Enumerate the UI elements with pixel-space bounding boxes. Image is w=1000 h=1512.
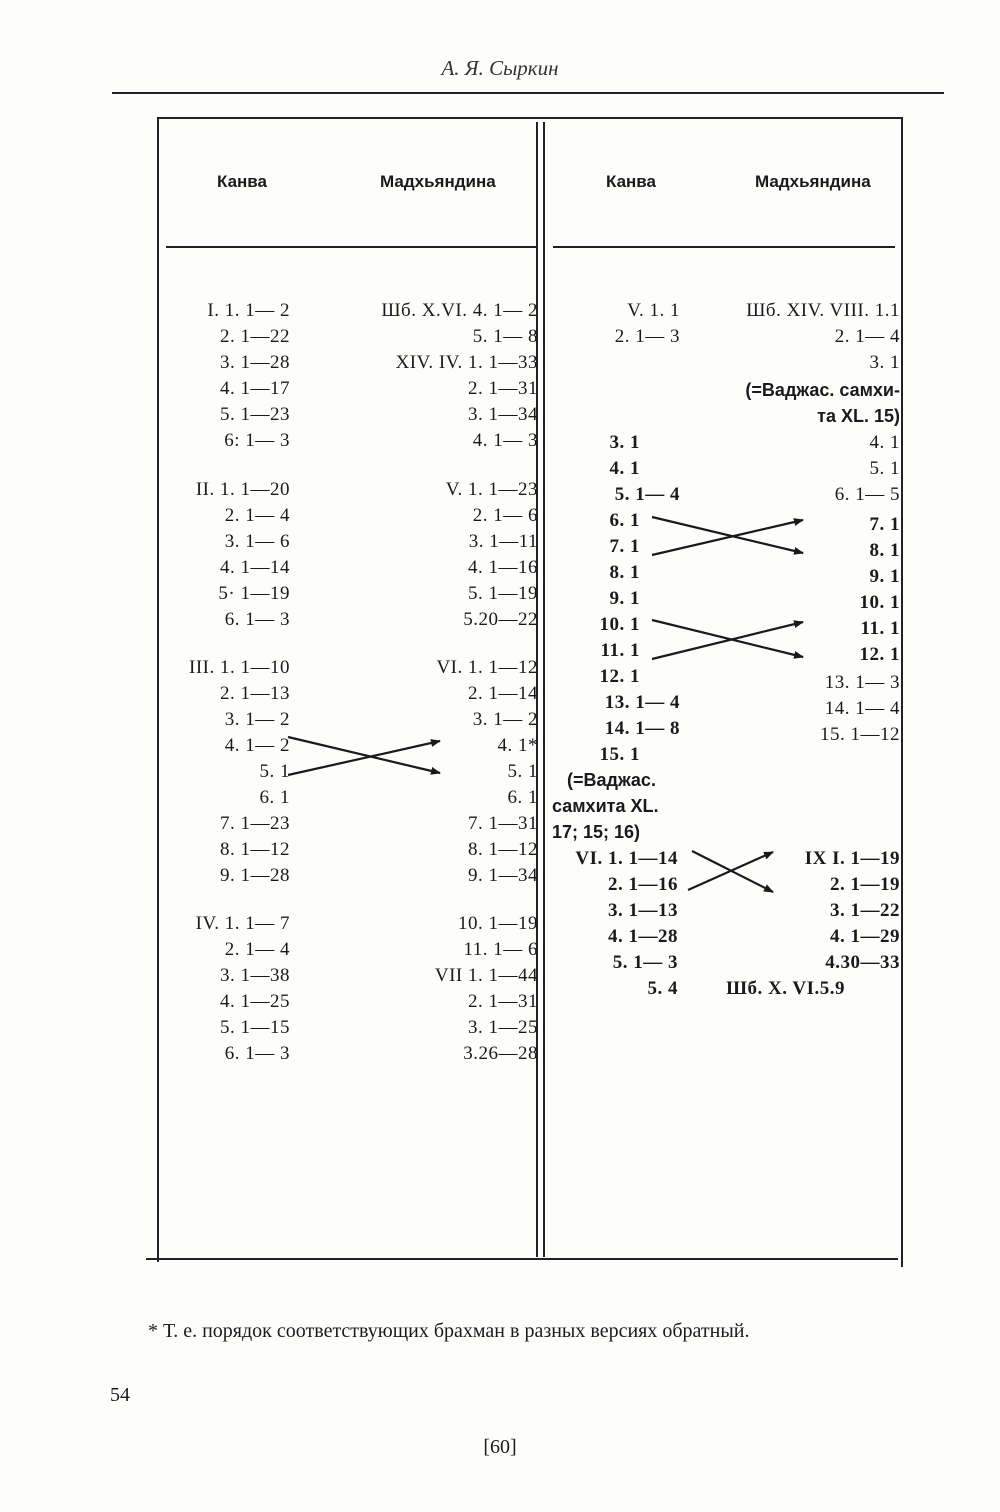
right-madhyandina-entry: Шб. X. VI.5.9	[726, 978, 845, 999]
left-madhyandina-entry: 2. 1—31	[468, 991, 538, 1012]
right-kanva-entry: 9. 1	[609, 588, 640, 609]
left-madhyandina-entry: 10. 1—19	[458, 913, 538, 934]
left-madhyandina-entry: 2. 1—31	[468, 378, 538, 399]
header-right-madhyandina: Мадхьяндина	[755, 172, 871, 191]
right-kanva-entry: VI. 1. 1—14	[575, 848, 678, 869]
left-kanva-entry: 9. 1—28	[220, 865, 290, 886]
left-kanva-entry: 4. 1—17	[220, 378, 290, 399]
right-madhyandina-entry: 3. 1—22	[830, 900, 900, 921]
arrow-right-10-to-12	[652, 620, 803, 657]
right-madhyandina-entry: 13. 1— 3	[824, 672, 900, 693]
header-left-kanva: Канва	[217, 172, 267, 191]
left-kanva-entry: 6. 1	[259, 787, 290, 808]
header-left-madhyandina: Мадхьяндина	[380, 172, 496, 191]
right-madhyandina-entry: 9. 1	[869, 566, 900, 587]
right-madhyandina-entry: 3. 1	[869, 352, 900, 373]
arrow-left-4-to-5	[288, 737, 440, 773]
left-kanva-entry: 5. 1—15	[220, 1017, 290, 1038]
kanva-note: 17; 15; 16)	[552, 822, 641, 842]
right-madhyandina-entry: 10. 1	[859, 592, 900, 613]
right-madhyandina-entry: Шб. XIV. VIII. 1.1	[746, 300, 900, 321]
arrow-right-6-to-8	[652, 517, 803, 553]
left-madhyandina-entry: 3. 1— 2	[472, 709, 538, 730]
right-madhyandina-entry: 6. 1— 5	[834, 484, 900, 505]
right-kanva-entry: 3. 1	[609, 432, 640, 453]
header-right-kanva: Канва	[606, 172, 656, 191]
right-kanva-entry: 10. 1	[599, 614, 640, 635]
left-madhyandina-entry: 5.20—22	[463, 609, 538, 630]
right-kanva-entry: 5. 4	[647, 978, 678, 999]
left-kanva-entry: 4. 1— 2	[224, 735, 290, 756]
left-kanva-entry: 2. 1— 4	[224, 505, 290, 526]
left-kanva-entry: 8. 1—12	[220, 839, 290, 860]
right-madhyandina-entry: 4. 1—29	[830, 926, 900, 947]
left-madhyandina-entry: 2. 1— 6	[472, 505, 538, 526]
madhyandina-note: та XL. 15)	[817, 406, 900, 426]
left-kanva-entry: 3. 1—28	[220, 352, 290, 373]
left-kanva-entry: 2. 1— 4	[224, 939, 290, 960]
right-kanva-entry: 14. 1— 8	[604, 718, 680, 739]
left-madhyandina-entry: 3. 1—34	[468, 404, 538, 425]
arrow-left-5-to-4	[288, 741, 440, 775]
right-madhyandina-entry: 12. 1	[859, 644, 900, 665]
left-kanva-entry: 7. 1—23	[220, 813, 290, 834]
left-madhyandina-entry: V. 1. 1—23	[445, 479, 538, 500]
right-madhyandina-entry: 11. 1	[860, 618, 900, 639]
right-madhyandina-entry: 14. 1— 4	[824, 698, 900, 719]
left-madhyandina-entry: 2. 1—14	[468, 683, 538, 704]
right-madhyandina-entry: 4.30—33	[825, 952, 900, 973]
left-madhyandina-entry: 7. 1—31	[468, 813, 538, 834]
left-madhyandina-entry: 11. 1— 6	[463, 939, 538, 960]
right-kanva-entry: 2. 1— 3	[614, 326, 680, 347]
left-kanva-entry: 5. 1—23	[220, 404, 290, 425]
left-kanva-entry: 3. 1—38	[220, 965, 290, 986]
left-kanva-entry: 3. 1— 2	[224, 709, 290, 730]
left-kanva-entry: 3. 1— 6	[224, 531, 290, 552]
kanva-note: самхита XL.	[552, 796, 659, 816]
left-madhyandina-entry: 5. 1— 8	[472, 326, 538, 347]
left-madhyandina-entry: 5. 1	[507, 761, 538, 782]
right-madhyandina-entry: 7. 1	[869, 514, 900, 535]
left-kanva-entry: 5. 1	[259, 761, 290, 782]
right-kanva-entry: 2. 1—16	[608, 874, 678, 895]
left-madhyandina-entry: VII 1. 1—44	[434, 965, 538, 986]
kanva-note: (=Ваджас.	[567, 770, 656, 790]
left-kanva-entry: 6: 1— 3	[224, 430, 290, 451]
left-madhyandina-entry: 5. 1—19	[468, 583, 538, 604]
right-madhyandina-entry: IX I. 1—19	[804, 848, 900, 869]
right-madhyandina-entry: 15. 1—12	[820, 724, 900, 745]
scan-page-number: [60]	[483, 1436, 517, 1458]
madhyandina-note: (=Ваджас. самхи-	[745, 380, 900, 400]
right-madhyandina-entry: 2. 1— 4	[834, 326, 900, 347]
right-kanva-entry: 4. 1—28	[608, 926, 678, 947]
left-kanva-entry: 2. 1—22	[220, 326, 290, 347]
right-madhyandina-entry: 5. 1	[869, 458, 900, 479]
right-kanva-entry: 11. 1	[600, 640, 640, 661]
right-kanva-entry: 7. 1	[609, 536, 640, 557]
right-kanva-entry: 4. 1	[609, 458, 640, 479]
left-madhyandina-entry: 4. 1— 3	[472, 430, 538, 451]
left-kanva-entry: II. 1. 1—20	[195, 479, 290, 500]
right-kanva-entry: 3. 1—13	[608, 900, 678, 921]
right-madhyandina-entry: 4. 1	[869, 432, 900, 453]
right-madhyandina-entry: 8. 1	[869, 540, 900, 561]
left-kanva-entry: 2. 1—13	[220, 683, 290, 704]
right-kanva-entry: 12. 1	[599, 666, 640, 687]
left-kanva-entry: IV. 1. 1— 7	[195, 913, 290, 934]
page-number: 54	[110, 1384, 130, 1406]
left-madhyandina-entry: 3. 1—25	[468, 1017, 538, 1038]
right-kanva-entry: 8. 1	[609, 562, 640, 583]
left-kanva-entry: III. 1. 1—10	[189, 657, 290, 678]
right-kanva-entry: 13. 1— 4	[604, 692, 680, 713]
left-kanva-entry: 4. 1—14	[220, 557, 290, 578]
left-madhyandina-entry: 4. 1—16	[468, 557, 538, 578]
arrow-right-7-to-7	[652, 520, 803, 555]
left-madhyandina-entry: XIV. IV. 1. 1—33	[395, 352, 538, 373]
footnote: * Т. е. порядок соответствующих брахман в разных версиях обратный.	[148, 1320, 750, 1342]
right-kanva-entry: V. 1. 1	[627, 300, 680, 321]
right-kanva-entry: 5. 1— 3	[612, 952, 678, 973]
left-madhyandina-entry: 8. 1—12	[468, 839, 538, 860]
left-madhyandina-entry: 3.26—28	[463, 1043, 538, 1064]
left-madhyandina-entry: 9. 1—34	[468, 865, 538, 886]
running-head: А. Я. Сыркин	[441, 56, 559, 80]
left-madhyandina-entry: Шб. X.VI. 4. 1— 2	[381, 300, 538, 321]
right-kanva-entry: 5. 1— 4	[614, 484, 680, 505]
arrow-right-VI2-to-IX1	[688, 852, 773, 890]
left-kanva-entry: 4. 1—25	[220, 991, 290, 1012]
left-madhyandina-entry: 6. 1	[507, 787, 538, 808]
left-kanva-entry: 6. 1— 3	[224, 1043, 290, 1064]
left-kanva-entry: I. 1. 1— 2	[207, 300, 290, 321]
left-madhyandina-entry: 3. 1—11	[468, 531, 538, 552]
arrow-right-11-to-11	[652, 622, 803, 659]
left-madhyandina-entry: 4. 1*	[497, 735, 538, 756]
right-kanva-entry: 15. 1	[599, 744, 640, 765]
left-kanva-entry: 6. 1— 3	[224, 609, 290, 630]
left-kanva-entry: 5· 1—19	[218, 583, 290, 604]
right-madhyandina-entry: 2. 1—19	[830, 874, 900, 895]
right-kanva-entry: 6. 1	[609, 510, 640, 531]
left-madhyandina-entry: VI. 1. 1—12	[436, 657, 538, 678]
